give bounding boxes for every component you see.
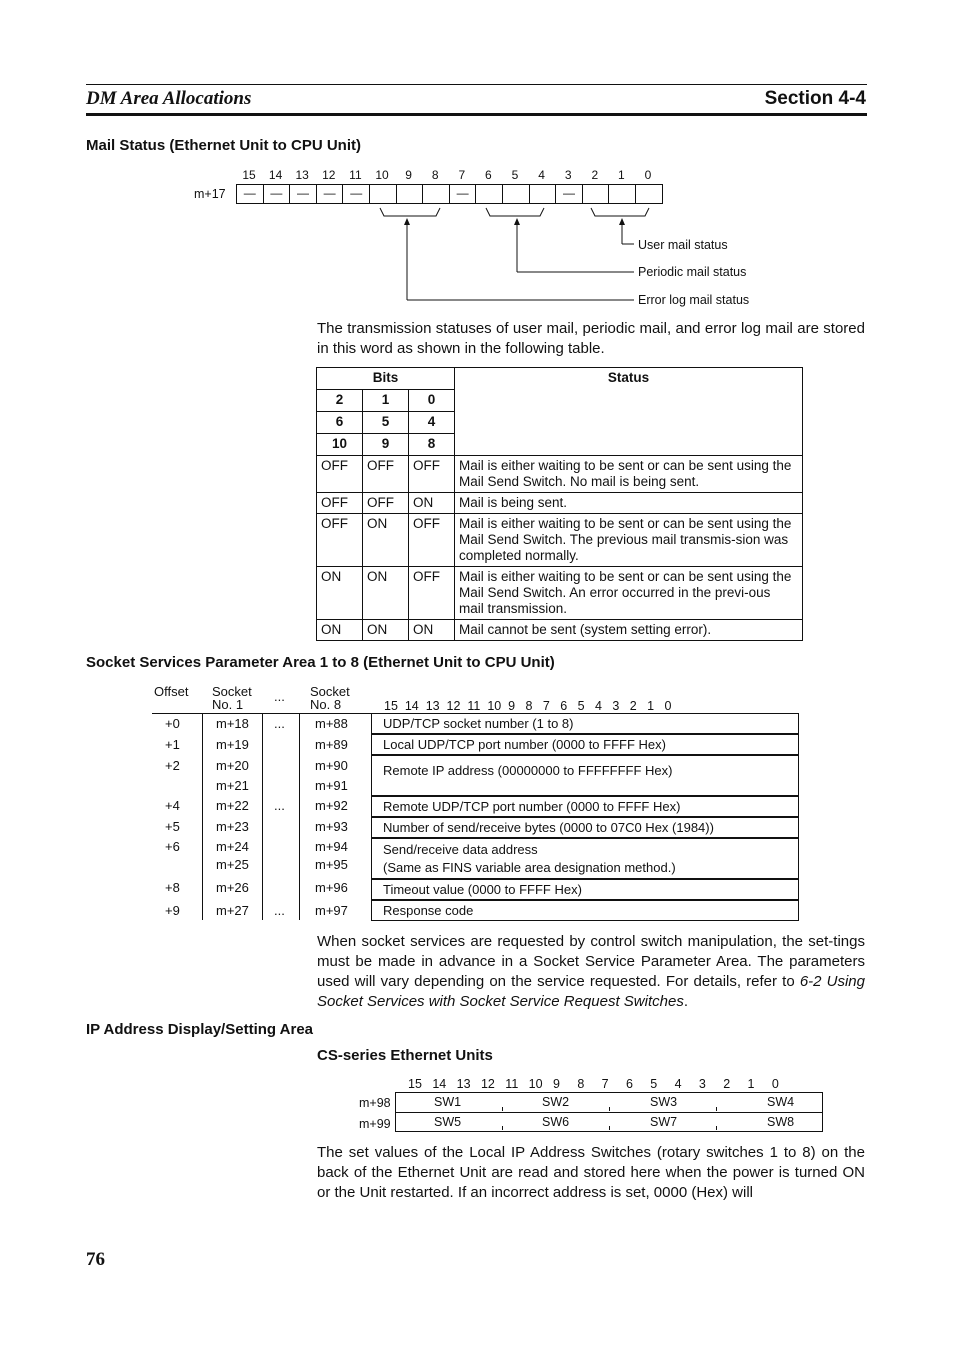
param-box: Local UDP/TCP port number (0000 to FFFF Hex) [371, 734, 799, 755]
socket1-cell: m+21 [216, 778, 249, 793]
table-row [317, 456, 803, 493]
bits-header: Bits [317, 368, 455, 390]
mail-status-table [316, 367, 803, 641]
table-cell: Mail is either waiting to be sent or can be sent using the Mail Send Switch. The previous mail transmis-sion was completed normally. [455, 514, 803, 567]
bit-number: 13 [295, 168, 309, 182]
bit-box: — [236, 184, 264, 204]
socket-paragraph-text: When socket services are requested by control switch manipulation, the set-tings must be made in advance in a Socket Service Parameter Area. The parameters used will vary depending on the service requested. For details, refer to [317, 933, 865, 990]
param-box: Number of send/receive bytes (0000 to 07C0 Hex (1984)) [371, 817, 799, 838]
mail-status-bit-diagram [236, 168, 666, 308]
bit-header-cell: 9 [363, 434, 409, 456]
offset-cell: +0 [165, 716, 180, 731]
ip-word-label: m+98 [359, 1096, 391, 1110]
bit-box [529, 184, 557, 204]
socket8-cell: m+93 [315, 819, 348, 834]
socket8-cell: m+97 [315, 903, 348, 918]
socket-paragraph-ref: 6-2 Using Socket Services with Socket Service Request Switches [317, 973, 865, 1010]
bit-number: 11 [349, 168, 362, 182]
label-periodic-mail-status: Periodic mail status [638, 265, 747, 279]
nibble-tick [502, 1126, 503, 1130]
socket-bit-numbers: 15 14 13 12 11 10 9 8 7 6 5 4 3 2 1 0 [384, 699, 672, 713]
socket1-cell: m+24 [216, 839, 249, 854]
running-header-title: DM Area Allocations [86, 88, 252, 109]
param-box: Timeout value (0000 to FFFF Hex) [371, 879, 799, 900]
ip-subheading: CS-series Ethernet Units [317, 1047, 493, 1064]
socket-heading: Socket Services Parameter Area 1 to 8 (Ethernet Unit to CPU Unit) [86, 654, 555, 671]
offset-cell: +1 [165, 737, 180, 752]
bit-box: — [316, 184, 344, 204]
table-cell: OFF [409, 456, 455, 493]
socket1-cell: m+18 [216, 716, 249, 731]
bit-box [422, 184, 450, 204]
socket8-cell: m+88 [315, 716, 348, 731]
socket1-cell: m+20 [216, 758, 249, 773]
param-box: UDP/TCP socket number (1 to 8) [371, 713, 799, 734]
dots-cell: ... [274, 798, 285, 813]
table-row [317, 514, 803, 567]
bit-number: 14 [268, 168, 283, 182]
bit-box [635, 184, 663, 204]
nibble-tick [716, 1107, 717, 1111]
bit-box [475, 184, 503, 204]
socket1-cell: m+27 [216, 903, 249, 918]
socket-col-divider [299, 713, 300, 920]
param-box: Response code [371, 900, 799, 921]
table-cell: OFF [409, 514, 455, 567]
running-header-section: Section 4-4 [764, 88, 866, 109]
table-cell: OFF [317, 493, 363, 514]
bit-number: 3 [564, 168, 572, 182]
bit-number: 6 [485, 168, 492, 182]
switch-cell: SW4 [767, 1095, 795, 1109]
socket8-cell: m+95 [315, 857, 348, 872]
bit-number: 5 [511, 168, 519, 182]
socket1-cell: m+22 [216, 798, 249, 813]
bit-box: — [289, 184, 317, 204]
ip-word-label: m+99 [359, 1117, 391, 1131]
table-cell: ON [317, 620, 363, 641]
switch-cell: SW6 [542, 1115, 570, 1129]
bit-box: — [555, 184, 583, 204]
col-socket1-header-no: No. 1 [212, 697, 244, 712]
bit-box [369, 184, 397, 204]
socket1-cell: m+25 [216, 857, 249, 872]
bit-number: 12 [322, 168, 336, 182]
param-box-line: Send/receive data address [383, 842, 538, 857]
mail-status-heading: Mail Status (Ethernet Unit to CPU Unit) [86, 137, 361, 154]
table-cell: OFF [363, 456, 409, 493]
param-box: Remote UDP/TCP port number (0000 to FFFF Hex) [371, 796, 799, 817]
bit-number: 10 [375, 168, 389, 182]
socket-col-divider [262, 713, 263, 920]
offset-cell: +9 [165, 903, 180, 918]
table-cell: ON [363, 567, 409, 620]
param-box [371, 838, 799, 879]
socket8-cell: m+92 [315, 798, 348, 813]
socket1-cell: m+19 [216, 737, 249, 752]
offset-cell: +2 [165, 758, 180, 773]
table-cell: ON [409, 620, 455, 641]
bit-header-cell: 0 [409, 390, 455, 412]
table-cell: Mail is either waiting to be sent or can be sent using the Mail Send Switch. No mail is being sent. [455, 456, 803, 493]
bit-box: — [342, 184, 370, 204]
switch-cell: SW2 [542, 1095, 570, 1109]
table-cell: Mail is being sent. [455, 493, 803, 514]
bit-box [608, 184, 636, 204]
mail-status-paragraph: The transmission statuses of user mail, periodic mail, and error log mail are stored in this word as shown in the following table. [317, 320, 865, 357]
socket-paragraph-end: . [683, 993, 688, 1010]
table-cell: OFF [317, 456, 363, 493]
nibble-tick [609, 1126, 610, 1130]
table-row [317, 620, 803, 641]
socket8-cell: m+91 [315, 778, 348, 793]
socket1-cell: m+23 [216, 819, 249, 834]
bit-box [502, 184, 530, 204]
offset-cell: +4 [165, 798, 180, 813]
label-error-log-mail-status: Error log mail status [638, 293, 750, 307]
ip-heading: IP Address Display/Setting Area [86, 1021, 314, 1038]
bit-number: 15 [242, 168, 256, 182]
bit-box [582, 184, 610, 204]
bit-header-cell: 5 [363, 412, 409, 434]
col-dots-header: ... [274, 689, 285, 704]
socket-col-divider [202, 713, 203, 920]
bit-header-cell: 8 [409, 434, 455, 456]
switch-cell: SW7 [650, 1115, 678, 1129]
socket8-cell: m+96 [315, 880, 348, 895]
bit-header-cell: 1 [363, 390, 409, 412]
switch-cell: SW5 [434, 1115, 462, 1129]
table-cell: Mail is either waiting to be sent or can be sent using the Mail Send Switch. An error occurred in the previ-ous mail transmission. [455, 567, 803, 620]
bit-box-row [236, 184, 666, 204]
table-cell: ON [363, 514, 409, 567]
col-socket1-header: Socket [212, 684, 252, 699]
bit-box: — [449, 184, 477, 204]
offset-cell: +6 [165, 839, 180, 854]
bit-number-row [236, 168, 666, 184]
nibble-tick [502, 1107, 503, 1111]
switch-cell: SW3 [650, 1095, 678, 1109]
switch-cell: SW8 [767, 1115, 795, 1129]
bit-number: 9 [405, 168, 412, 182]
col-socket8-header-no: No. 8 [310, 697, 342, 712]
table-cell: OFF [409, 567, 455, 620]
bit-number: 4 [538, 168, 545, 182]
switch-cell: SW1 [434, 1095, 462, 1109]
dots-cell: ... [274, 903, 285, 918]
bit-box: — [263, 184, 291, 204]
status-header: Status [455, 368, 803, 456]
bit-number: 0 [644, 168, 652, 182]
table-cell: OFF [363, 493, 409, 514]
bit-number: 1 [618, 168, 625, 182]
label-user-mail-status: User mail status [638, 238, 728, 252]
table-cell: ON [317, 567, 363, 620]
bit-header-cell: 10 [317, 434, 363, 456]
bit-number: 2 [591, 168, 599, 182]
bit-number: 8 [431, 168, 439, 182]
ip-bit-numbers: 15 14 13 12 11 10 9 8 7 6 5 4 3 2 1 0 [408, 1077, 779, 1091]
nibble-tick [716, 1126, 717, 1130]
socket1-cell: m+26 [216, 880, 249, 895]
table-row [317, 567, 803, 620]
bit-number: 7 [458, 168, 466, 182]
col-socket8-header: Socket [310, 684, 350, 699]
header-rule-top [86, 84, 867, 85]
ip-paragraph: The set values of the Local IP Address Switches (rotary switches 1 to 8) on the back of the Ethernet Unit are read and stored here when the power is turned ON or the Unit restarted. If an incorrect address is set, 0000 (Hex) will [317, 1144, 865, 1201]
table-cell: ON [363, 620, 409, 641]
page-number: 76 [86, 1249, 105, 1270]
bit-box [396, 184, 424, 204]
ip-row-divider [396, 1112, 822, 1113]
ip-switch-grid [395, 1092, 823, 1132]
socket8-cell: m+94 [315, 839, 348, 854]
bit-header-cell: 6 [317, 412, 363, 434]
table-cell: ON [409, 493, 455, 514]
dots-cell: ... [274, 716, 285, 731]
header-rule-bottom [86, 113, 867, 116]
bit-header-cell: 4 [409, 412, 455, 434]
socket8-cell: m+90 [315, 758, 348, 773]
table-cell: OFF [317, 514, 363, 567]
param-box-line: (Same as FINS variable area designation method.) [383, 860, 676, 875]
bracket-lines [236, 204, 666, 314]
socket-paragraph [317, 932, 865, 1012]
table-row [317, 493, 803, 514]
col-offset-header: Offset [154, 684, 189, 699]
socket8-cell: m+89 [315, 737, 348, 752]
offset-cell: +8 [165, 880, 180, 895]
bit-header-cell: 2 [317, 390, 363, 412]
table-cell: Mail cannot be sent (system setting error). [455, 620, 803, 641]
nibble-tick [609, 1107, 610, 1111]
offset-cell: +5 [165, 819, 180, 834]
word-label-m17: m+17 [194, 187, 226, 201]
param-box: Remote IP address (00000000 to FFFFFFFF Hex) [371, 755, 799, 796]
